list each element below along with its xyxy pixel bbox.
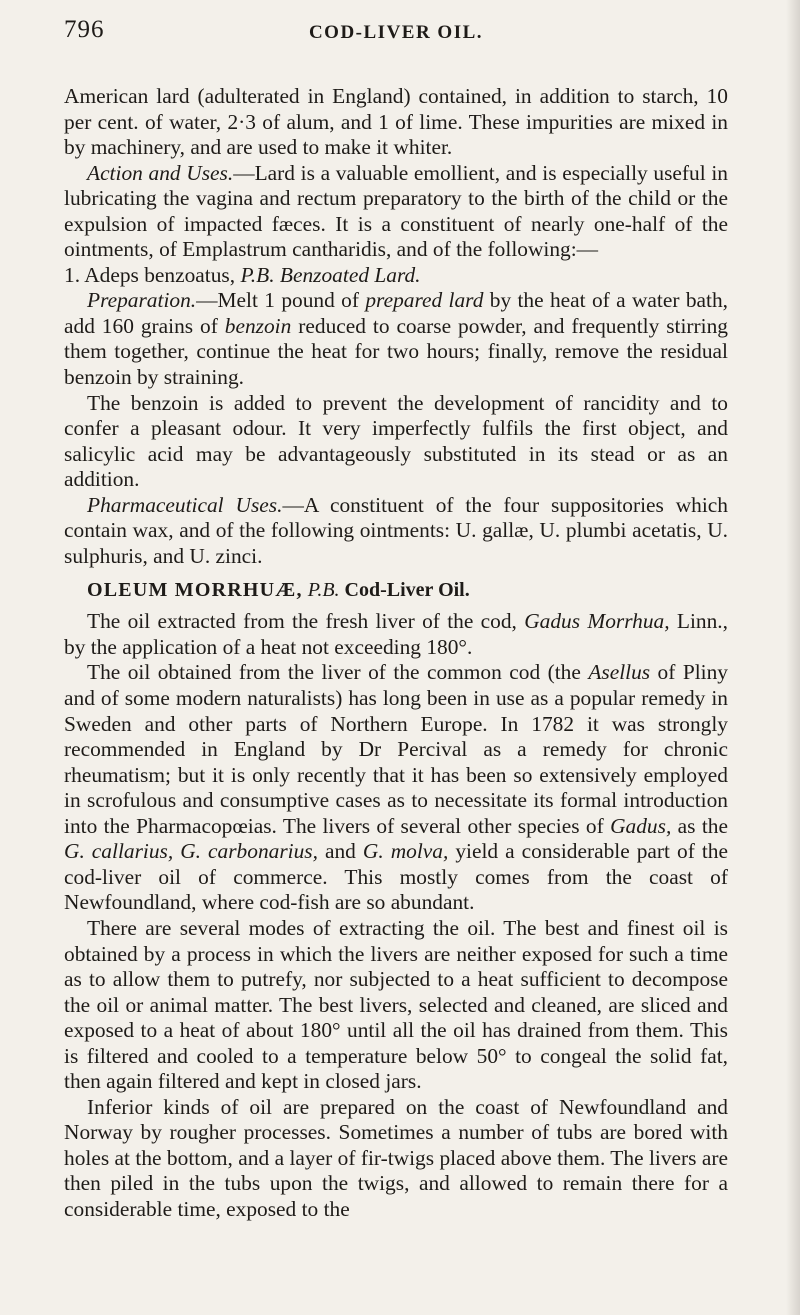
paragraph-title: Pharmaceutical Uses.: [87, 492, 283, 517]
section-latin-title: OLEUM MORRHUÆ,: [87, 579, 303, 602]
paragraph-text: —A constituent of the four suppositories which contain wax, and of the following ointments: U. gallæ, U. plumbi acetatis, U. sulphuris, and U. zinci.: [64, 492, 728, 568]
section-heading-oleum-morrhuae: [64, 577, 728, 603]
paragraph-text: reduced to coarse powder, and frequently stirring them together, continue the heat for two hours; finally, remove the residual benzoin by straining.: [64, 313, 728, 390]
ingredient-benzoin: benzoin: [224, 313, 292, 338]
item-number: 1.: [64, 262, 81, 287]
paragraph-text: —Lard is a valuable emollient, and is especially useful in lubricating the vagina and rectum preparatory to the birth of the child or the expulsion of impacted fæces. It is a constituent of nearly one-half of the ointments, of Emplastrum cantharidis, and of the following:—: [64, 160, 728, 262]
paragraph-oil-definition: [64, 609, 728, 660]
paragraph-preparation: [64, 288, 728, 390]
genus-gadus: Gadus,: [610, 813, 672, 838]
paragraph-title: Preparation.: [87, 288, 197, 313]
page-number: 796: [64, 16, 105, 43]
paragraph-text: and: [317, 839, 363, 864]
section-pharmacopoeia: P.B.: [307, 579, 340, 602]
paragraph-text: —Melt 1 pound of: [196, 288, 366, 313]
paragraph-text: yield a considerable part of the cod-liver oil of commerce. This mostly comes from the coast of Newfoundland, where cod-fish are so abundant.: [64, 839, 728, 915]
paragraph-title: Action and Uses.: [87, 160, 234, 185]
paragraph-text: Linn., by the application of a heat not exceeding 180°.: [64, 609, 729, 659]
item-pharmacopoeia: P.B.: [240, 262, 275, 287]
paragraph-history: [64, 660, 728, 915]
page-body: [64, 84, 728, 1223]
page-header: [64, 16, 728, 50]
paragraph-extraction-modes: There are several modes of extracting the oil. The best and finest oil is obtained by a process in which the livers are neither exposed for such a time as to allow them to putrefy, nor subjected to a heat sufficient to decompose the oil or animal matter. The best livers, selected and cleaned, are sliced and exposed to a heat of about 180° until all the oil has drained from them. This is filtered and cooled to a temperature below 50° to congeal the solid fat, then again filtered and kept in closed jars.: [64, 915, 728, 1094]
paragraph-inferior-kinds: Inferior kinds of oil are prepared on the coast of Newfoundland and Norway by rougher processes. Sometimes a number of tubs are bored with holes at the bottom, and a layer of fir-twigs placed above them. The livers are then piled in the tubs upon the twigs, and allowed to remain there for a considerable time, exposed to the: [64, 1094, 728, 1221]
ingredient-prepared-lard: prepared lard: [365, 288, 484, 313]
species-callarius-carbonarius: G. callarius, G. carbonarius,: [64, 839, 318, 864]
page-edge-shadow: [786, 0, 800, 1315]
species-molva: G. molva,: [362, 839, 449, 864]
item-english-name: Benzoated Lard.: [279, 262, 421, 287]
section-english-title: Cod-Liver Oil.: [344, 579, 470, 602]
paragraph-benzoin-purpose: The benzoin is added to prevent the development of rancidity and to confer a pleasant odour. It very imperfectly fulfils the first object, and salicylic acid may be advantageously substituted in its stead or as an addition.: [64, 390, 728, 492]
paragraph-text: The oil extracted from the fresh liver of the cod,: [87, 609, 525, 634]
paragraph-text: The oil obtained from the liver of the common cod (the: [87, 660, 589, 685]
species-gadus-morrhua: Gadus Morrhua,: [524, 609, 670, 634]
item-latin-name: Adeps benzoatus,: [84, 262, 236, 287]
paragraph-text: as the: [671, 813, 728, 838]
species-asellus: Asellus: [588, 660, 651, 685]
paragraph-text: by the heat of a water bath, add 160 grains of: [64, 288, 729, 338]
paragraph-text: of Pliny and of some modern naturalists) has long been in use as a popular remedy in Sweden and other parts of Northern Europe. In 1782 it was strongly recommended in England by Dr Percival as a remedy for chronic rheumatism; but it is only recently that it has been so extensively employed in scrofulous and consumptive cases as to necessitate its formal introduction into the Pharmacopœias. The livers of several other species of: [64, 660, 729, 838]
paragraph-american-lard: American lard (adulterated in England) contained, in addition to starch, 10 per cent. of water, 2·3 of alum, and 1 of lime. These impurities are mixed in by machinery, and are used to make it whiter.: [64, 84, 728, 160]
paragraph-pharmaceutical-uses: [64, 493, 728, 570]
item-adeps-benzoatus: [64, 263, 728, 289]
running-title: COD-LIVER OIL.: [308, 22, 484, 43]
paragraph-action-and-uses: [64, 161, 728, 263]
